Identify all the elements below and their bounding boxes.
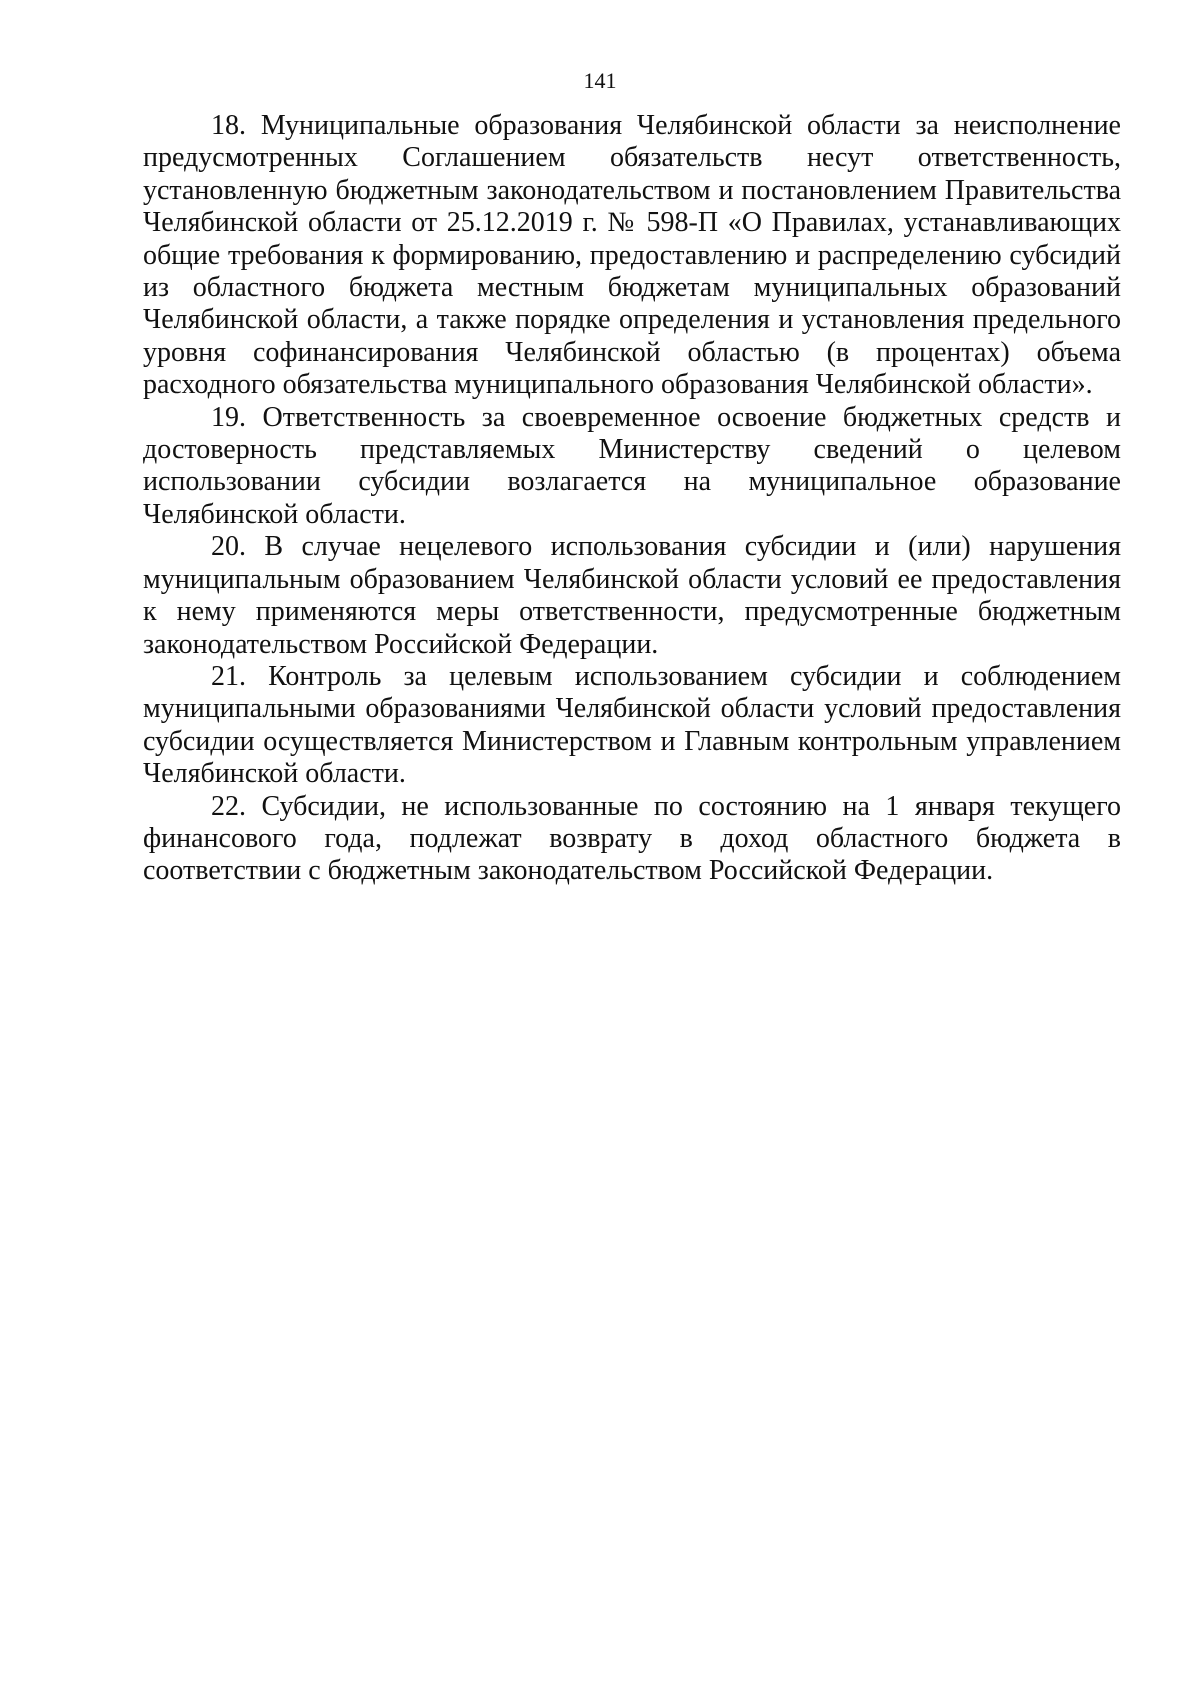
paragraph-22: 22. Субсидии, не использованные по состоянию на 1 января текущего финансового года, подлежат возврату в доход областного бюджета в соответствии с бюджетным законодательством Российской Федерации. — [143, 790, 1121, 887]
paragraph-19: 19. Ответственность за своевременное освоение бюджетных средств и достоверность представляемых Министерству сведений о целевом использовании субсидии возлагается на муниципальное образование Челябинской области. — [143, 401, 1121, 530]
paragraph-20: 20. В случае нецелевого использования субсидии и (или) нарушения муниципальным образованием Челябинской области условий ее предоставления к нему применяются меры ответственности, предусмотренные бюджетным законодательством Российской Федерации. — [143, 531, 1121, 660]
document-body — [143, 110, 1121, 888]
page-number: 141 — [583, 68, 617, 93]
paragraph-21: 21. Контроль за целевым использованием субсидии и соблюдением муниципальными образованиями Челябинской области условий предоставления субсидии осуществляется Министерством и Главным контрольным управлением Челябинской области. — [143, 660, 1121, 790]
paragraph-18: 18. Муниципальные образования Челябинской области за неисполнение предусмотренных Соглашением обязательств несут ответственность, установленную бюджетным законодательством и постановлением Правительства Челябинской области от 25.12.2019 г. № 598-П «О Правилах, устанавливающих общие требования к формированию, предоставлению и распределению субсидий из областного бюджета местным бюджетам муниципальных образований Челябинской области, а также порядке определения и установления предельного уровня софинансирования Челябинской областью (в процентах) объема расходного обязательства муниципального образования Челябинской области». — [143, 110, 1121, 401]
